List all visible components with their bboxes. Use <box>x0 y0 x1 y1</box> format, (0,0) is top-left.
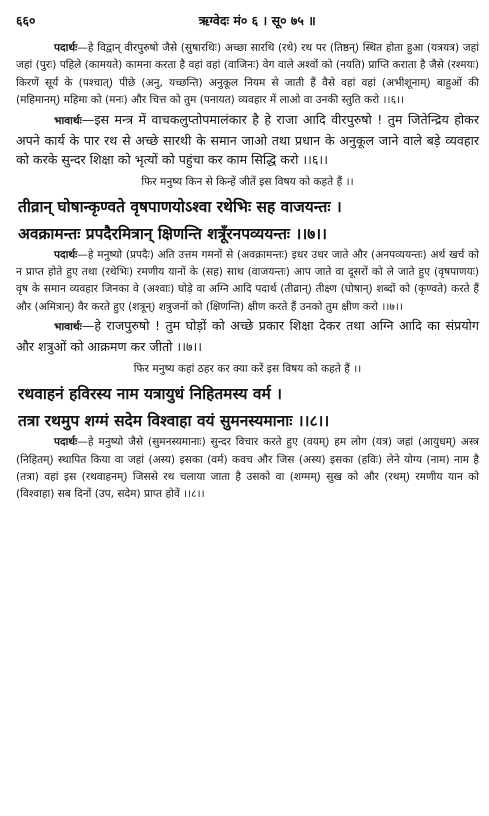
padartha-label: पदार्थः <box>54 42 78 54</box>
mantra-7-line-1: तीव्रान् घोषान्कृण्वते वृषपाणयोऽश्वा रथेभिः सह वाजयन्तः । <box>18 196 342 216</box>
running-title: ऋग्वेदः मं० ६ । सू० ७५ ॥ <box>198 13 316 28</box>
mantra-8-line-1: रथवाहनं हविरस्य नाम यत्रायुधं निहितमस्य वर्म । <box>18 384 283 404</box>
padartha-paragraph-8 <box>16 434 479 504</box>
padartha-label: पदार्थः <box>54 248 78 261</box>
page-header <box>16 12 479 34</box>
mantra-7-line-2: अवक्रामन्तः प्रपदैरमित्रान् क्षिणन्ति शत्रूँरनपव्ययन्तः ।।७।। <box>18 223 328 243</box>
mantra-8-line-2: तत्रा रथमुप शग्मं सदेम विश्वाहा वयं सुमनस्यमानाः ।।८।। <box>18 411 330 431</box>
bhavartha-label: भावार्थः <box>54 114 82 127</box>
bhavartha-paragraph-6 <box>16 110 479 169</box>
padartha-label: पदार्थः <box>54 436 78 449</box>
bhavartha-text: —इस मन्त्र में वाचकलुप्तोपमालंकार है हे राजा आदि वीरपुरुषो ! तुम जितेन्द्रिय होकर अपने कार्य के पार रथ से अच्छे सारथी के समान जाओ तथा प्रधान के अनुकूल जाने वाले बड़े व्यवहार को करके सुन्दर शिक्षा को भृत्यों को पहुंचा कर काम सिद्धि करो ।।६।। <box>16 111 479 167</box>
section-intro-7: फिर मनुष्य किन से किन्हें जीतें इस विषय को कहते हैं ।। <box>141 175 354 188</box>
bhavartha-label: भावार्थः <box>54 321 82 334</box>
padartha-text: —हे विद्वान् वीरपुरुषो जैसे (सुषारथिः) अच्छा सारथि (रथे) रथ पर (तिष्ठन्) स्थित होता हुआ (यत्रयत्र) जहां जहां (पुरः) पहिले (कामयते) कामना करता है वहां वहां (वाजिनः) वेग वाले अश्वों को (नयति) प्राप्ति कराता है जैसे (रश्मयः) किरणें सूर्य के (पश्चात्) पीछे (अनु, यच्छन्ति) अनुकूल नियम से जाती हैं वैसे वहां वहां (अभीशूनाम्) बाहुओं की (महिमानम्) महिमा को (मनः) और चित्त को तुम (पनायत) व्यवहार में लाओ वा उनकी स्तुति करो ।।६।। <box>16 42 479 107</box>
padartha-text: —हे मनुष्यो (प्रपदैः) अति उत्तम गमनों से (अवक्रामन्तः) इधर उधर जाते और (अनपव्ययन्तः) अर्थ खर्च को न प्राप्त होते हुए तथा (रथेभिः) रमणीय यानों के (सह) साथ (वाजयन्तः) आप जाते वा दूसरों को ले जाते हुए (वृषपाणयः) वृष के समान व्यवहार जिनका वे (अश्वाः) घोड़े वा अग्नि आदि पदार्थ (तीव्रान्) तीक्ष्ण (घोषान्) शब्दों को (कृण्वते) करते हैं और (अमित्रान्) वैर करते हुए (शत्रून्) शत्रुजनों को (क्षिणन्ति) क्षीण करते हैं उनको तुम क्षीण करो ।।७।। <box>16 248 479 313</box>
padartha-paragraph-7 <box>16 247 479 317</box>
page-number: ६६० <box>16 13 36 28</box>
bhavartha-paragraph-7 <box>16 316 479 356</box>
bhavartha-text: —हे राजपुरुषो ! तुम घोड़ों को अच्छे प्रकार शिक्षा देकर तथा अग्नि आदि का संप्रयोग और शत्रुओं को आक्रमण कर जीतो ।।७।। <box>16 318 479 355</box>
document-page <box>0 12 489 816</box>
padartha-text: —हे मनुष्यो जैसे (सुमनस्यमानाः) सुन्दर विचार करते हुए (वयम्) हम लोग (यत्र) जहां (आयुधम्) अस्त्र (निहितम्) स्थापित किया वा जहां (अस्य) इसका (वर्म) कवच और जिस (अस्य) इसका (हविः) लेने योग्य (नाम) नाम है (तत्रा) वहां इस (रथवाहनम्) जिससे रथ चलाया जाता है उसको वा (शग्मम्) सुख को और (रथम्) रमणीय यान को (विश्वाहा) सब दिनों (उप, सदेम) प्राप्त होवें ।।८।। <box>16 436 479 501</box>
padartha-paragraph-6 <box>16 40 479 110</box>
section-intro-8: फिर मनुष्य कहां ठहर कर क्या करें इस विषय को कहते हैं ।। <box>133 363 362 376</box>
